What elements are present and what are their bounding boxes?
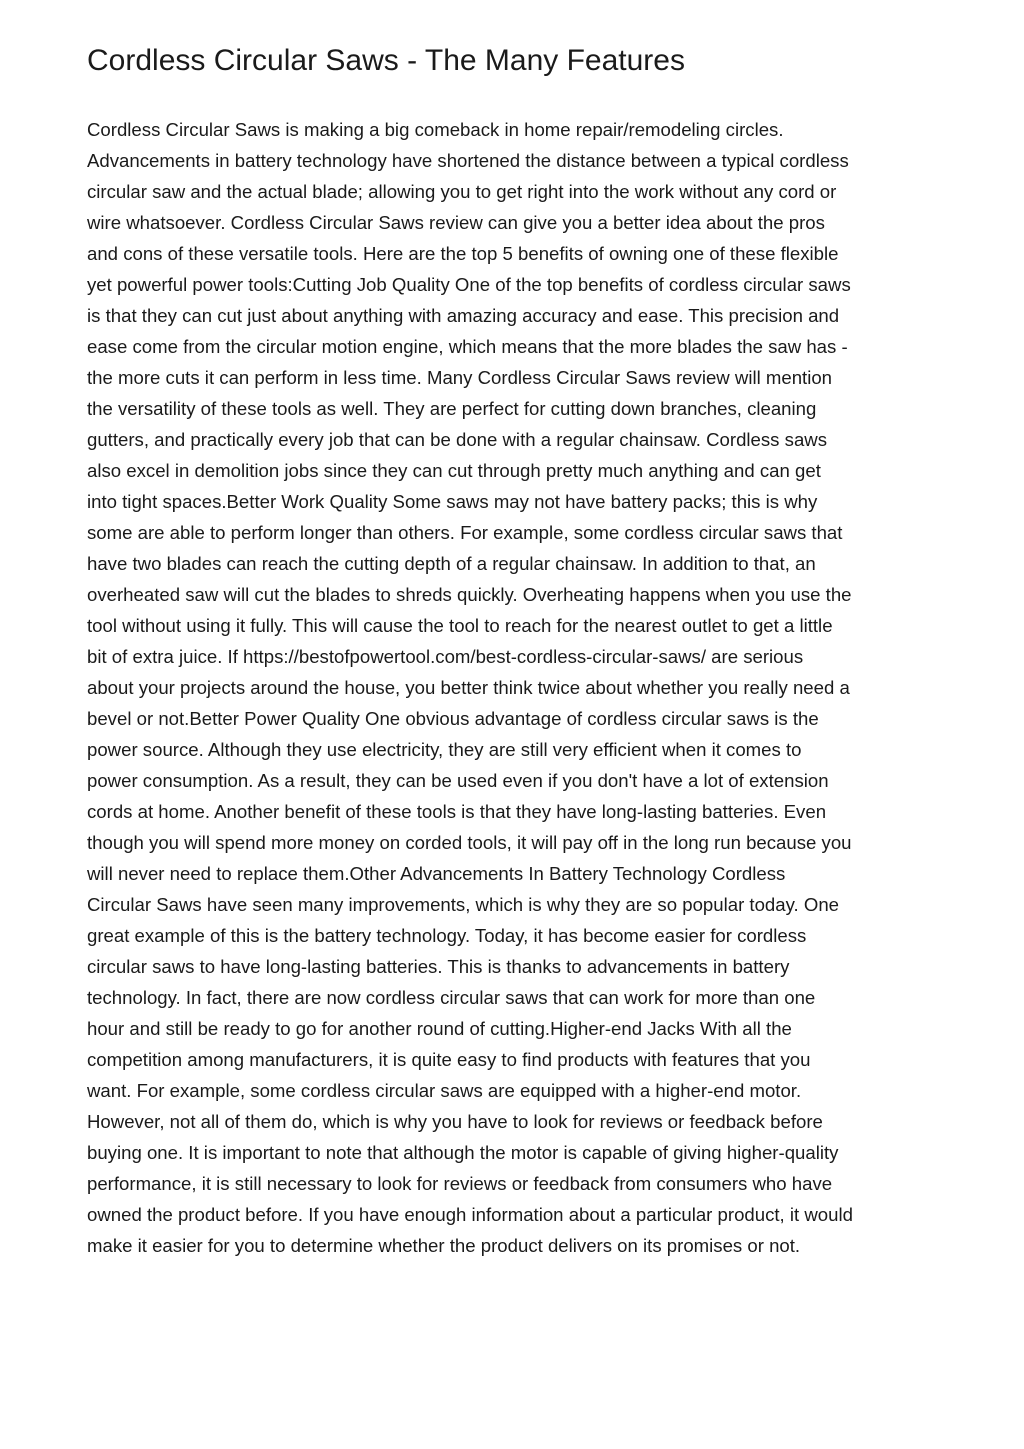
body-text-line: make it easier for you to determine whether the product delivers on its promises or not.: [87, 1235, 801, 1256]
body-text-line: though you will spend more money on corded tools, it will pay off in the long run because you: [87, 832, 852, 853]
body-text-line: performance, it is still necessary to look for reviews or feedback from consumers who have: [87, 1173, 833, 1194]
body-text-line: ease come from the circular motion engine, which means that the more blades the saw has -: [87, 336, 848, 357]
body-text-line: yet powerful power tools:Cutting Job Quality One of the top benefits of cordless circular saws: [87, 274, 851, 295]
body-text-line: circular saw and the actual blade; allowing you to get right into the work without any cord or: [87, 181, 837, 202]
body-text-line: have two blades can reach the cutting depth of a regular chainsaw. In addition to that, an: [87, 553, 816, 574]
body-text-line: the versatility of these tools as well. They are perfect for cutting down branches, cleaning: [87, 398, 817, 419]
body-text-line: will never need to replace them.Other Advancements In Battery Technology Cordless: [87, 863, 786, 884]
body-text-line: technology. In fact, there are now cordless circular saws that can work for more than one: [87, 987, 816, 1008]
body-text-line: is that they can cut just about anything with amazing accuracy and ease. This precision and: [87, 305, 840, 326]
body-text-line: cords at home. Another benefit of these tools is that they have long-lasting batteries. Even: [87, 801, 827, 822]
body-text-line: also excel in demolition jobs since they can cut through pretty much anything and can get: [87, 460, 821, 481]
body-text-line: competition among manufacturers, it is quite easy to find products with features that you: [87, 1049, 811, 1070]
body-text-line: tool without using it fully. This will cause the tool to reach for the nearest outlet to get a little: [87, 615, 833, 636]
body-text-line: buying one. It is important to note that although the motor is capable of giving higher-quality: [87, 1142, 839, 1163]
body-text-line: and cons of these versatile tools. Here are the top 5 benefits of owning one of these flexible: [87, 243, 839, 264]
body-text-line: hour and still be ready to go for another round of cutting.Higher-end Jacks With all the: [87, 1018, 792, 1039]
body-text-line: bevel or not.Better Power Quality One obvious advantage of cordless circular saws is the: [87, 708, 819, 729]
body-text-line: about your projects around the house, you better think twice about whether you really need a: [87, 677, 850, 698]
body-text-line: into tight spaces.Better Work Quality Some saws may not have battery packs; this is why: [87, 491, 818, 512]
body-text-line: great example of this is the battery technology. Today, it has become easier for cordless: [87, 925, 807, 946]
body-text-line: power source. Although they use electricity, they are still very efficient when it comes to: [87, 739, 802, 760]
body-text-line: wire whatsoever. Cordless Circular Saws review can give you a better idea about the pros: [87, 212, 825, 233]
body-text-line: overheated saw will cut the blades to shreds quickly. Overheating happens when you use the: [87, 584, 852, 605]
body-text-line: However, not all of them do, which is why you have to look for reviews or feedback before: [87, 1111, 823, 1132]
body-text-line: gutters, and practically every job that can be done with a regular chainsaw. Cordless saws: [87, 429, 828, 450]
body-text-line: Circular Saws have seen many improvements, which is why they are so popular today. One: [87, 894, 840, 915]
body-text-line: bit of extra juice. If https://bestofpowertool.com/best-cordless-circular-saws/ are serious: [87, 646, 804, 667]
body-text-line: owned the product before. If you have enough information about a particular product, it would: [87, 1204, 853, 1225]
body-text-line: Cordless Circular Saws is making a big comeback in home repair/remodeling circles.: [87, 119, 784, 140]
body-text-line: power consumption. As a result, they can be used even if you don't have a lot of extension: [87, 770, 829, 791]
body-text-line: want. For example, some cordless circular saws are equipped with a higher-end motor.: [87, 1080, 802, 1101]
body-text-line: Advancements in battery technology have shortened the distance between a typical cordless: [87, 150, 849, 171]
document-body: [87, 114, 947, 1261]
document-title: Cordless Circular Saws - The Many Features: [87, 44, 685, 77]
body-text-line: circular saws to have long-lasting batteries. This is thanks to advancements in battery: [87, 956, 790, 977]
body-text-line: some are able to perform longer than others. For example, some cordless circular saws that: [87, 522, 843, 543]
body-text-line: the more cuts it can perform in less time. Many Cordless Circular Saws review will mention: [87, 367, 833, 388]
